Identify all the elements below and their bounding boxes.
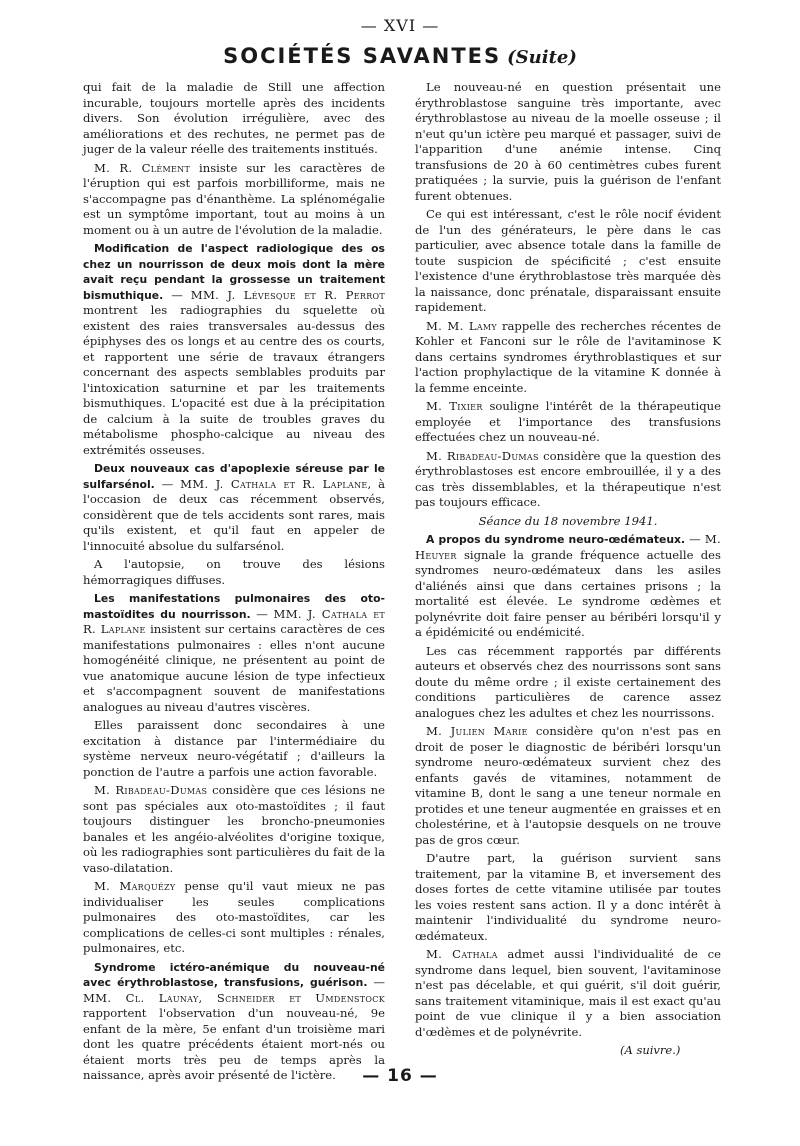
paragraph-text: , à l'occasion de deux cas récemment observés, considèrent que de tels accidents sont rares, mais qu'ils existent, et qu'il faut en appeler de l'innocuité absolue du sulfarsénol. <box>83 476 385 553</box>
header-title: SOCIÉTÉS SAVANTES <box>223 44 502 68</box>
section-title: Modification de l'aspect radiologique des os chez un nourrisson de deux mois dont la mère avait reçu pendant la grossesse un traitement bismuthique. <box>83 242 385 302</box>
author-name: M. Marquézy <box>94 879 176 893</box>
author-name: MM. J. Cathala et R. Laplane <box>180 476 368 491</box>
paragraph-text: admet aussi l'individualité de ce syndrome dans lequel, bien souvent, l'avitaminose n'est pas décelable, et qui guérit, s'il doit guérir, sans traitement vitaminique, mais il est exact qu'au point de vue clinique il y a bien association d'œdèmes et de polynévrite. <box>415 947 722 1039</box>
author-name: M. M. Lamy <box>426 318 497 333</box>
separator: — <box>154 476 181 491</box>
author-name: M. R. Clément <box>94 160 191 175</box>
paragraph <box>83 591 385 715</box>
paragraph-text: considère que la question des érythroblastoses est encore embrouillée, il y a des cas très dissemblables, et la thérapeutique n'est pas toujours efficace. <box>415 448 721 509</box>
author-name: MM. J. Cathala et R. Laplane <box>83 606 385 636</box>
author-name: MM. Cl. Launay, Schneider et Umdenstock <box>83 990 385 1005</box>
right-column <box>415 80 721 1043</box>
author-name: MM. J. Lévesque et R. Perrot <box>190 287 386 302</box>
paragraph-text: rappelle des recherches récentes de Kohler et Fanconi sur le rôle de l'avitaminose K dans certains syndromes érythroblastiques et sur l'action prophylactique de la vitamine K donnée à la femme enceinte. <box>415 318 722 395</box>
section-title: Syndrome ictéro-anémique du nouveau-né avec érythroblastose, transfusions, guérison. <box>83 960 385 989</box>
paragraph-text: souligne l'intérêt de la thérapeutique employée et l'importance des transfusions effectuées chez un nouveau-né. <box>415 399 721 444</box>
paragraph: Elles paraissent donc secondaires à une excitation à distance par l'intermédiaire du système nerveux neuro-végétatif ; d'ailleurs la ponction de l'autre a parfois une action favorable. <box>83 718 385 779</box>
paragraph <box>83 783 385 876</box>
session-heading: Séance du 18 novembre 1941. <box>478 513 658 528</box>
paragraph: A l'autopsie, on trouve des lésions hémorragiques diffuses. <box>83 557 385 587</box>
author-name: M. Ribadeau-Dumas <box>94 783 208 797</box>
author-name: M. Heuyer <box>415 532 721 562</box>
section-title: Les manifestations pulmonaires des oto-mastoïdites du nourrisson. <box>83 592 385 621</box>
separator: — <box>367 975 385 989</box>
paragraph <box>83 241 385 458</box>
section-title: Deux nouveaux cas d'apoplexie séreuse par le sulfarsénol. <box>83 462 385 491</box>
author-name: M. Cathala <box>426 947 498 961</box>
paragraph-text: montrent les radiographies du squelette où existent des raies transversales au-dessus des épiphyses des os longs et au centre des os courts, et rapportent une série de travaux étrangers concernant des aspects semblables produits par l'intoxication saturnine et par les traitements bismuthiques. L'opacité est due à la précipitation de calcium à la suite de troubles graves du métabolisme phospho-calcique au niveau des extrémités osseuses. <box>83 303 385 457</box>
paragraph: Ce qui est intéressant, c'est le rôle nocif évident de l'un des générateurs, le père dans le cas particulier, avec absence totale dans la famille de toute suspicion de spécificité ; c'est ensuite l'existence d'une érythroblastose très marquée dès la naissance, donc prénatale, disparaissant ensuite rapidement. <box>415 207 721 314</box>
paragraph-text: considère qu'on n'est pas en droit de poser le diagnostic de béribéri lorsqu'un syndrome neuro-œdémateux survient chez des enfants gavés de vitamines, notamment de vitamine B, dont le sang a une teneur normale en protides et une teneur augmentée en graisses et en cholestérine, et à l'autopsie desquels on ne trouve pas de gros cœur. <box>415 724 722 847</box>
author-name: M. Tixier <box>426 399 483 413</box>
roman-page-numeral: — XVI — <box>360 16 440 35</box>
separator: — <box>685 532 705 546</box>
paragraph-text: signale la grande fréquence actuelle des syndromes neuro-œdémateux dans les asiles d'aliénés ainsi que dans certaines prisons ; la mortalité est élevée. Le syndrome œdèmes et polynévrite doit faire penser au béribéri lorsqu'il y a épidémicité ou endémicité. <box>415 547 721 639</box>
paragraph <box>83 960 385 1084</box>
section-title: A propos du syndrome neuro-œdémateux. <box>426 533 686 546</box>
paragraph-text: rapportent l'observation d'un nouveau-né, 9e enfant de la mère, 5e enfant d'un troisième mari dont les quatre précédents étaient mort-nés ou étaient morts très peu de temps après la naissance, après avoir présenté de l'ictère. <box>83 1006 385 1082</box>
header-suite: (Suite) <box>507 47 577 68</box>
paragraph: Le nouveau-né en question présentait une érythroblastose sanguine très importante, avec érythroblastose au niveau de la moelle osseuse ; il n'eut qu'un ictère peu marqué et passager, suivi de l'apparition d'une anémie intense. Cinq transfusions de 20 à 60 centimètres cubes furent pratiquées ; la survie, puis la guérison de l'enfant furent obtenues. <box>415 80 721 203</box>
paragraph-text: pense qu'il vaut mieux ne pas individualiser les seules complications pulmonaires des oto-mastoïdites, car les complications de celles-ci sont multiples : rénales, pulmonaires, etc. <box>83 879 385 955</box>
paragraph <box>83 161 385 239</box>
paragraph <box>415 399 721 446</box>
paragraph-text: insiste sur les caractères de l'éruption qui est parfois morbilliforme, mais ne s'accompagne pas d'énanthème. La splénomégalie est un symptôme important, tout au moins à un moment ou à un autre de l'évolution de la maladie. <box>83 160 385 237</box>
paragraph: qui fait de la maladie de Still une affection incurable, toujours mortelle après des incidents divers. Son évolution irrégulière, avec des améliorations et des rechutes, ne permet pas de juger de la valeur réelle des traitements institués. <box>83 80 385 156</box>
to-be-continued: (A suivre.) <box>620 1043 681 1057</box>
paragraph <box>83 461 385 554</box>
paragraph: Les cas récemment rapportés par différents auteurs et observés chez des nourrissons sont sans doute du même ordre ; il existe certainement des conditions particulières de carence assez analogues chez les adultes et chez les nourrissons. <box>415 643 721 720</box>
paragraph: D'autre part, la guérison survient sans traitement, par la vitamine B, et inversement des doses fortes de cette vitamine utilisée par toutes les voies restent sans action. Il y a donc intérêt à maintenir l'individualité du syndrome neuro-œdémateux. <box>415 851 721 943</box>
separator: — <box>250 606 274 621</box>
paragraph-text: insistent sur certains caractères de ces manifestations pulmonaires : elles n'ont aucune homogénéité clinique, ne présentent au point de vue anatomique aucune lésion de type infectieux et s'accompagnent souvent de manifestations analogues au niveau d'autres viscères. <box>83 622 386 714</box>
separator: — <box>163 287 191 302</box>
author-name: M. Ribadeau-Dumas <box>426 448 539 463</box>
paragraph <box>415 319 721 397</box>
paragraph <box>415 532 721 641</box>
left-column <box>83 80 385 1087</box>
paragraph <box>415 947 721 1040</box>
page-header <box>0 44 800 68</box>
paragraph-text: considère que ces lésions ne sont pas spéciales aux oto-mastoïdites ; il faut toujours distinguer les broncho-pneumonies banales et les angéio-alvéolites d'origine toxique, où les radiographies sont particulières du fait de la vaso-dilatation. <box>83 783 385 875</box>
paragraph <box>83 879 385 957</box>
paragraph <box>415 724 721 848</box>
paragraph <box>415 449 721 511</box>
page-number: — 16 — <box>362 1066 438 1086</box>
author-name: M. Julien Marie <box>426 724 528 738</box>
